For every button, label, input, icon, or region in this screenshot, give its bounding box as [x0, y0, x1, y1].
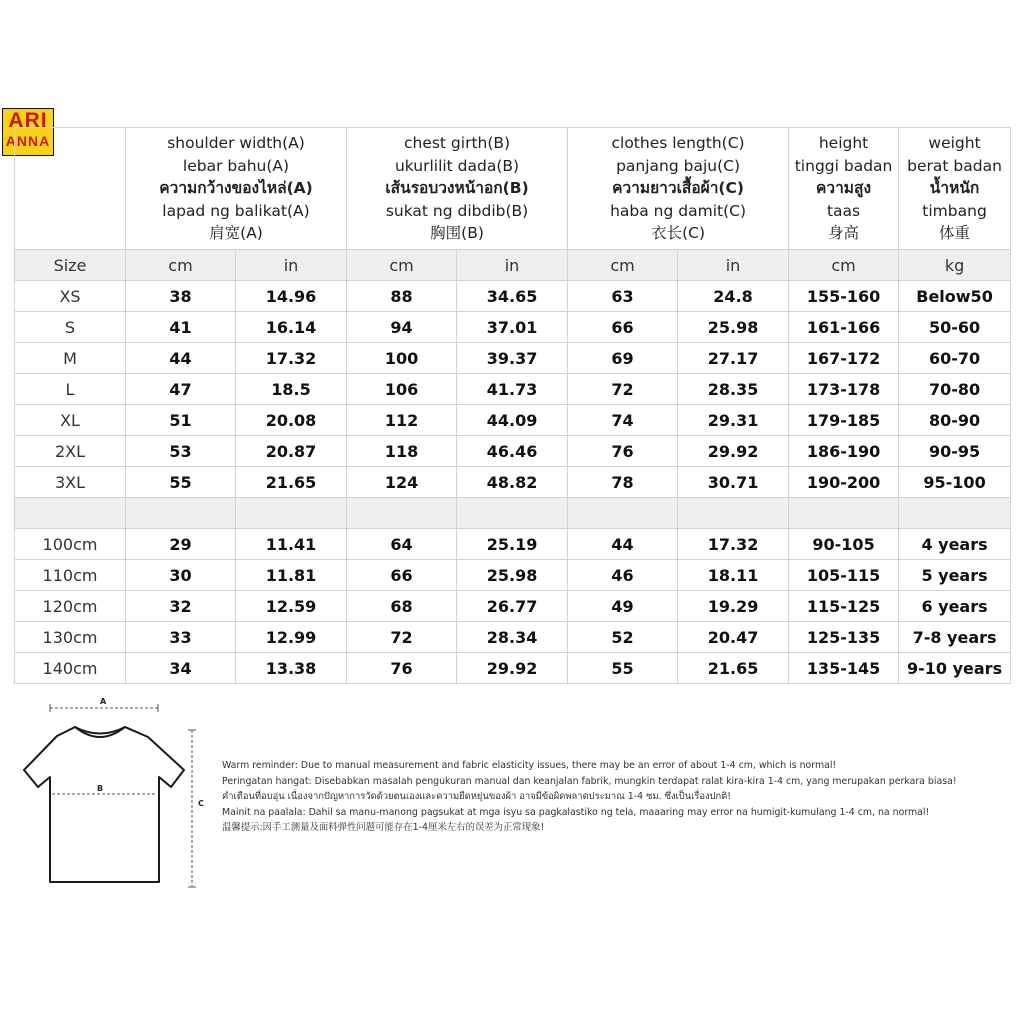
table-row [15, 436, 1011, 467]
cell-length-in: 30.71 [678, 467, 789, 498]
cell-chest-in: 41.73 [457, 374, 568, 405]
cell-chest-cm: 66 [347, 560, 457, 591]
cell-length-cm: cm [568, 250, 678, 281]
cell-chest-in: 44.09 [457, 405, 568, 436]
cell-chest-in: 46.46 [457, 436, 568, 467]
cell-height-cm: 179-185 [789, 405, 899, 436]
cell-length-in: 19.29 [678, 591, 789, 622]
cell-shoulder-in: 18.5 [236, 374, 347, 405]
cell-length-in: 17.32 [678, 529, 789, 560]
header-blank-cell [15, 128, 126, 250]
cell-chest-cm: 112 [347, 405, 457, 436]
cell-length-in: 29.31 [678, 405, 789, 436]
cell-shoulder-cm: 53 [126, 436, 236, 467]
size-chart-table [14, 127, 1011, 684]
cell-shoulder-in: 20.08 [236, 405, 347, 436]
cell-shoulder-cm: 38 [126, 281, 236, 312]
table-row [15, 529, 1011, 560]
cell-chest-cm: cm [347, 250, 457, 281]
cell-height-cm: 155-160 [789, 281, 899, 312]
label-c: C [198, 799, 204, 808]
table-row [15, 281, 1011, 312]
cell-shoulder-in: 21.65 [236, 467, 347, 498]
cell-height-cm: 135-145 [789, 653, 899, 684]
cell-shoulder-cm: cm [126, 250, 236, 281]
reminder-thai: คำเตือนที่อบอุ่น เนื่องจากปัญหาการวัดด้วยตนเองและความยืดหยุ่นของผ้า อาจมีข้อผิดพลาดประมาณ 1-4 ซม. ซึ่งเป็นเรื่องปกติ! [222, 791, 732, 802]
cell-chest-in: 25.19 [457, 529, 568, 560]
cell-length-in: 29.92 [678, 436, 789, 467]
header-shoulder: shoulder width(A) lebar bahu(A) ความกว้างของไหล่(A) lapad ng balikat(A) 肩宽(A) [126, 128, 347, 250]
table-row [15, 467, 1011, 498]
cell-chest-cm: 124 [347, 467, 457, 498]
table-row [15, 622, 1011, 653]
header-height: height tinggi badan ความสูง taas 身高 [789, 128, 899, 250]
cell-length-cm [568, 498, 678, 529]
cell-size: XL [15, 405, 126, 436]
cell-length-cm: 66 [568, 312, 678, 343]
header-length: clothes length(C) panjang baju(C) ความยาวเสื้อผ้า(C) haba ng damit(C) 衣长(C) [568, 128, 789, 250]
cell-size: 2XL [15, 436, 126, 467]
cell-size: XS [15, 281, 126, 312]
cell-size: 100cm [15, 529, 126, 560]
warm-reminder [222, 758, 1012, 836]
cell-chest-cm: 88 [347, 281, 457, 312]
cell-height-cm [789, 498, 899, 529]
tshirt-measurement-diagram [12, 694, 217, 894]
cell-chest-cm: 94 [347, 312, 457, 343]
cell-weight-kg: 6 years [899, 591, 1011, 622]
cell-height-cm: 167-172 [789, 343, 899, 374]
cell-length-cm: 52 [568, 622, 678, 653]
cell-chest-cm: 72 [347, 622, 457, 653]
cell-shoulder-in: 14.96 [236, 281, 347, 312]
cell-shoulder-in: 13.38 [236, 653, 347, 684]
cell-shoulder-cm: 41 [126, 312, 236, 343]
cell-size [15, 498, 126, 529]
cell-length-cm: 78 [568, 467, 678, 498]
cell-shoulder-in: 17.32 [236, 343, 347, 374]
spacer-row [15, 498, 1011, 529]
cell-length-cm: 55 [568, 653, 678, 684]
cell-chest-in: 48.82 [457, 467, 568, 498]
cell-size: S [15, 312, 126, 343]
cell-length-cm: 44 [568, 529, 678, 560]
brand-logo-line1: ARI [8, 109, 48, 132]
cell-shoulder-in: 11.41 [236, 529, 347, 560]
cell-shoulder-in: 12.99 [236, 622, 347, 653]
header-chest: chest girth(B) ukurlilit dada(B) เส้นรอบวงหน้าอก(B) sukat ng dibdib(B) 胸围(B) [347, 128, 568, 250]
tshirt-outline [24, 727, 184, 882]
cell-weight-kg: 70-80 [899, 374, 1011, 405]
reminder-chinese: 温馨提示:因手工测量及面料弹性问题可能存在1-4厘米左右的误差为正常现象! [222, 822, 545, 833]
cell-length-in: 27.17 [678, 343, 789, 374]
table-row [15, 343, 1011, 374]
cell-chest-cm: 118 [347, 436, 457, 467]
cell-height-cm: 125-135 [789, 622, 899, 653]
cell-chest-in: 29.92 [457, 653, 568, 684]
cell-length-in: 18.11 [678, 560, 789, 591]
cell-weight-kg: kg [899, 250, 1011, 281]
cell-chest-in: 28.34 [457, 622, 568, 653]
cell-weight-kg: 80-90 [899, 405, 1011, 436]
cell-weight-kg [899, 498, 1011, 529]
cell-length-cm: 72 [568, 374, 678, 405]
cell-shoulder-cm: 47 [126, 374, 236, 405]
cell-weight-kg: 7-8 years [899, 622, 1011, 653]
cell-size: 110cm [15, 560, 126, 591]
cell-weight-kg: 50-60 [899, 312, 1011, 343]
cell-shoulder-cm: 32 [126, 591, 236, 622]
cell-length-cm: 63 [568, 281, 678, 312]
cell-chest-in: 34.65 [457, 281, 568, 312]
cell-weight-kg: 95-100 [899, 467, 1011, 498]
cell-height-cm: 186-190 [789, 436, 899, 467]
brand-logo-line2: ANNA [5, 133, 51, 149]
cell-chest-cm: 64 [347, 529, 457, 560]
cell-shoulder-cm: 34 [126, 653, 236, 684]
cell-shoulder-in: 12.59 [236, 591, 347, 622]
cell-height-cm: 173-178 [789, 374, 899, 405]
cell-shoulder-in: 16.14 [236, 312, 347, 343]
cell-height-cm: 190-200 [789, 467, 899, 498]
cell-shoulder-in [236, 498, 347, 529]
cell-shoulder-in: 20.87 [236, 436, 347, 467]
cell-height-cm: 90-105 [789, 529, 899, 560]
cell-weight-kg: Below50 [899, 281, 1011, 312]
table-row [15, 374, 1011, 405]
cell-length-in: 25.98 [678, 312, 789, 343]
units-row [15, 250, 1011, 281]
cell-chest-in [457, 498, 568, 529]
label-a: A [100, 697, 107, 706]
label-b: B [97, 784, 104, 793]
cell-shoulder-cm: 44 [126, 343, 236, 374]
header-weight: weight berat badan น้ำหนัก timbang 体重 [899, 128, 1011, 250]
cell-size: L [15, 374, 126, 405]
cell-chest-in: 25.98 [457, 560, 568, 591]
cell-length-in: in [678, 250, 789, 281]
cell-shoulder-cm: 33 [126, 622, 236, 653]
cell-size: 140cm [15, 653, 126, 684]
cell-size: 130cm [15, 622, 126, 653]
cell-length-cm: 69 [568, 343, 678, 374]
cell-length-cm: 76 [568, 436, 678, 467]
cell-height-cm: 105-115 [789, 560, 899, 591]
cell-length-cm: 74 [568, 405, 678, 436]
reminder-filipino: Mainit na paalala: Dahil sa manu-manong pagsukat at mga isyu sa pagkalastiko ng tela, maaaring may error na humigit-kumulang 1-4 cm, na normal! [222, 806, 930, 818]
cell-length-cm: 49 [568, 591, 678, 622]
cell-shoulder-cm: 29 [126, 529, 236, 560]
cell-length-in [678, 498, 789, 529]
cell-size: 120cm [15, 591, 126, 622]
measure-line-c [188, 730, 196, 887]
table-row [15, 653, 1011, 684]
cell-chest-in: 26.77 [457, 591, 568, 622]
cell-height-cm: 161-166 [789, 312, 899, 343]
table-row [15, 560, 1011, 591]
cell-length-in: 24.8 [678, 281, 789, 312]
cell-shoulder-cm: 30 [126, 560, 236, 591]
cell-length-in: 20.47 [678, 622, 789, 653]
cell-chest-in: 37.01 [457, 312, 568, 343]
cell-weight-kg: 4 years [899, 529, 1011, 560]
cell-height-cm: cm [789, 250, 899, 281]
cell-chest-in: in [457, 250, 568, 281]
cell-size: M [15, 343, 126, 374]
cell-length-in: 28.35 [678, 374, 789, 405]
table-row [15, 405, 1011, 436]
cell-shoulder-in: 11.81 [236, 560, 347, 591]
cell-length-in: 21.65 [678, 653, 789, 684]
cell-chest-cm: 68 [347, 591, 457, 622]
cell-shoulder-in: in [236, 250, 347, 281]
cell-weight-kg: 5 years [899, 560, 1011, 591]
cell-chest-cm: 100 [347, 343, 457, 374]
cell-chest-cm: 106 [347, 374, 457, 405]
cell-length-cm: 46 [568, 560, 678, 591]
cell-weight-kg: 60-70 [899, 343, 1011, 374]
cell-shoulder-cm [126, 498, 236, 529]
cell-weight-kg: 9-10 years [899, 653, 1011, 684]
reminder-malay: Peringatan hangat: Disebabkan masalah pengukuran manual dan keanjalan fabrik, mungkin terdapat ralat kira-kira 1-4 cm, yang merupakan perkara biasa! [222, 775, 957, 787]
cell-weight-kg: 90-95 [899, 436, 1011, 467]
cell-size: Size [15, 250, 126, 281]
table-row [15, 591, 1011, 622]
cell-chest-cm [347, 498, 457, 529]
cell-size: 3XL [15, 467, 126, 498]
table-row [15, 312, 1011, 343]
header-row [15, 128, 1011, 250]
cell-shoulder-cm: 55 [126, 467, 236, 498]
cell-shoulder-cm: 51 [126, 405, 236, 436]
cell-height-cm: 115-125 [789, 591, 899, 622]
cell-chest-cm: 76 [347, 653, 457, 684]
reminder-english: Warm reminder: Due to manual measurement and fabric elasticity issues, there may be an error of about 1-4 cm, which is normal! [222, 760, 837, 771]
cell-chest-in: 39.37 [457, 343, 568, 374]
